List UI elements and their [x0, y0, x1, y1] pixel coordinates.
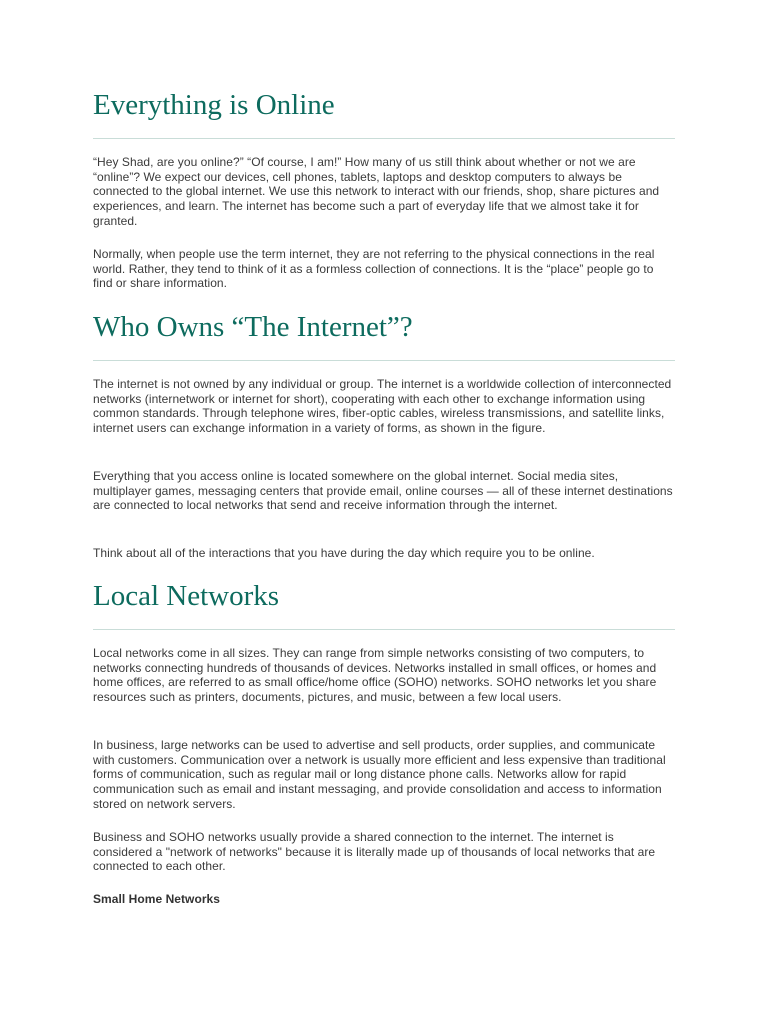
paragraph: Think about all of the interactions that you have during the day which require you to be online. [93, 546, 595, 560]
paragraph: The internet is not owned by any individual or group. The internet is a worldwide collection of interconnected networks (internetwork or internet for short), cooperating with each other to exchange information using common standards. Through telephone wires, fiber-optic cables, wireless transmissions, and satellite links, internet users can exchange information in a variety of forms, as shown in the figure. [93, 377, 672, 436]
paragraph: Local networks come in all sizes. They can range from simple networks consisting of two computers, to networks connecting hundreds of thousands of devices. Networks installed in small offices, or homes and home offices, are referred to as small office/home office (SOHO) networks. SOHO networks let you share resources such as printers, documents, pictures, and music, between a few local users. [93, 646, 657, 705]
paragraph: Normally, when people use the term internet, they are not referring to the physical connections in the real world. Rather, they tend to think of it as a formless collection of connections. It is the “place” people go to find or share information. [93, 247, 655, 291]
section-heading: Who Owns “The Internet”? [93, 311, 413, 343]
section-who-owns-internet [93, 310, 675, 361]
section-heading: Local Networks [93, 580, 280, 612]
section-divider [93, 360, 675, 361]
section-divider [93, 138, 675, 139]
section-local-networks [93, 579, 675, 630]
paragraph: Everything that you access online is located somewhere on the global internet. Social media sites, multiplayer games, messaging centers that provide email, online courses — all of these internet destinations are connected to local networks that send and receive information through the internet. [93, 469, 673, 513]
section-heading: Everything is Online [93, 89, 335, 121]
subheading-small-home-networks: Small Home Networks [93, 892, 220, 906]
paragraph: In business, large networks can be used to advertise and sell products, order supplies, and communicate with customers. Communication over a network is usually more efficient and less expensive than traditional forms of communication, such as regular mail or long distance phone calls. Networks allow for rapid communication such as email and instant messaging, and provide consolidation and access to information stored on network servers. [93, 738, 666, 811]
section-divider [93, 629, 675, 630]
paragraph: “Hey Shad, are you online?” “Of course, I am!” How many of us still think about whether or not we are “online”? We expect our devices, cell phones, tablets, laptops and desktop computers to always be connected to the global internet. We use this network to interact with our friends, shop, share pictures and experiences, and learn. The internet has become such a part of everyday life that we almost take it for granted. [93, 155, 660, 228]
section-everything-online [93, 88, 675, 139]
paragraph: Business and SOHO networks usually provide a shared connection to the internet. The internet is considered a "network of networks" because it is literally made up of thousands of local networks that are connected to each other. [93, 830, 656, 874]
